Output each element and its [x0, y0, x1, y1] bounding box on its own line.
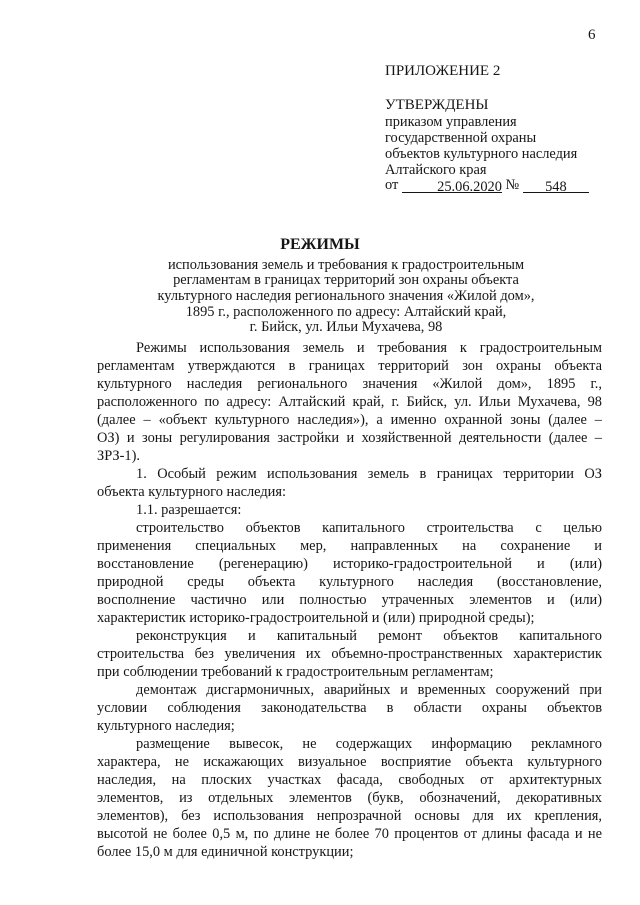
- subtitle-line: культурного наследия регионального значения «Жилой дом»,: [157, 288, 535, 304]
- body-line: высотой не более 0,5 м, по длине не более 70 процентов от длины фасада и не: [97, 826, 602, 842]
- subtitle-line: 1895 г., расположенного по адресу: Алтайский край,: [185, 304, 507, 320]
- order-date: 25.06.2020: [402, 178, 502, 193]
- from-label: от: [385, 177, 399, 193]
- order-line: Алтайского края: [385, 162, 487, 178]
- body-line: при соблюдении требований к градостроительным регламентам;: [97, 664, 494, 680]
- body-line: применения специальных мер, направленных на сохранение и: [97, 538, 602, 554]
- appendix-label: ПРИЛОЖЕНИЕ 2: [385, 63, 501, 79]
- body-line: Режимы использования земель и требования к градостроительным: [136, 340, 602, 356]
- body-line: условии соблюдения законодательства в области охраны объектов: [97, 700, 602, 716]
- order-line: государственной охраны: [385, 130, 537, 146]
- body-line: восполнение частично или полностью утраченных элементов и (или): [97, 592, 602, 608]
- order-number: 548: [523, 178, 589, 193]
- document-title: РЕЖИМЫ: [280, 236, 360, 253]
- subtitle-line: регламентам в границах территорий зон охраны объекта: [173, 272, 519, 288]
- body-line: характера, не искажающих визуальное восприятие объекта культурного: [97, 754, 602, 770]
- body-line: более 15,0 м для единичной конструкции;: [97, 844, 354, 860]
- body-line: строительства без увеличения их объемно-пространственных характеристик: [97, 646, 602, 662]
- body-line: культурного наследия регионального значения «Жилой дом», 1895 г.,: [97, 376, 602, 392]
- order-line: объектов культурного наследия: [385, 146, 578, 162]
- body-line: (далее – «объект культурного наследия»), а именно охранной зоны (далее –: [97, 412, 602, 428]
- number-sign: №: [505, 177, 520, 193]
- order-date-line: [385, 176, 589, 194]
- body-line: демонтаж дисгармоничных, аварийных и временных сооружений при: [136, 682, 602, 698]
- order-line: приказом управления: [385, 114, 517, 130]
- approved-label: УТВЕРЖДЕНЫ: [385, 97, 489, 113]
- body-line: расположенного по адресу: Алтайский край, г. Бийск, ул. Ильи Мухачева, 98: [97, 394, 602, 410]
- body-line: ЗРЗ-1).: [97, 448, 140, 464]
- body-line: характеристик историко-градостроительной и (или) природной среды);: [97, 610, 535, 626]
- subtitle-line: использования земель и требования к градостроительным: [167, 257, 525, 273]
- page-number: 6: [588, 27, 596, 43]
- body-line: ОЗ) и зоны регулирования застройки и хозяйственной деятельности (далее –: [97, 430, 602, 446]
- body-line: объекта культурного наследия:: [97, 484, 287, 500]
- body-line: строительство объектов капитального строительства с целью: [136, 520, 602, 536]
- body-line: элементов), без использования непрозрачной основы для их крепления,: [97, 808, 602, 824]
- body-line: культурного наследия;: [97, 718, 235, 734]
- subtitle-line: г. Бийск, ул. Ильи Мухачева, 98: [249, 319, 443, 335]
- body-line: реконструкция и капитальный ремонт объектов капитального: [136, 628, 602, 644]
- body-line: 1. Особый режим использования земель в границах территории ОЗ: [136, 466, 602, 482]
- body-line: регламентам утверждаются в границах территорий зон охраны объекта: [97, 358, 602, 374]
- body-line: размещение вывесок, не содержащих информацию рекламного: [136, 736, 602, 752]
- body-line: восстановление (регенерацию) историко-градостроительной и (или): [97, 556, 602, 572]
- body-line: элементов, из отдельных элементов (букв, обозначений, декоративных: [97, 790, 602, 806]
- body-line: природной среды объекта культурного наследия (восстановление,: [97, 574, 602, 590]
- body-line: наследия, на плоских участках фасада, свободных от архитектурных: [97, 772, 602, 788]
- body-line: 1.1. разрешается:: [136, 502, 242, 518]
